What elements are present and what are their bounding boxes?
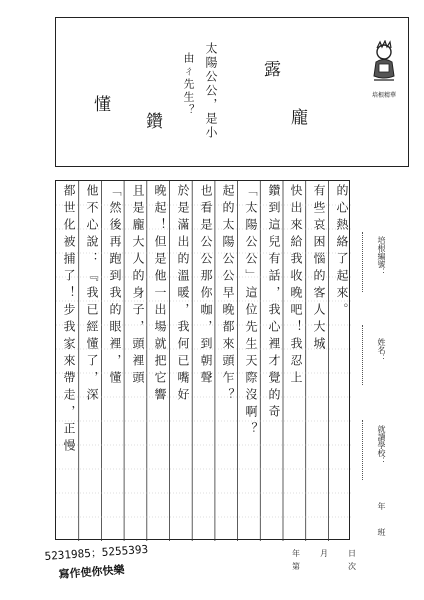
essay-column: 起的太陽公公早晚都來頭乍？ — [221, 184, 235, 405]
footer-ordinal-suffix: 次 — [348, 562, 356, 571]
correction-word-1: 懂 — [90, 95, 110, 112]
mascot-icon — [368, 40, 400, 84]
essay-column: 鑽到這兒有話，我心裡才覺的奇 — [267, 184, 281, 422]
label-name: 姓名： — [377, 338, 386, 362]
essay-column: 且是龐大人的身子，頭裡頭 — [131, 184, 145, 388]
name-field-line — [362, 325, 364, 385]
correction-box — [55, 17, 409, 167]
label-code: 培根編號： — [377, 236, 386, 276]
code-field-line — [362, 232, 364, 292]
correction-word-4: 龐 — [287, 108, 307, 125]
essay-column: 「太陽公公」這位先生天際沒啊？ — [244, 184, 258, 439]
logo — [368, 40, 400, 100]
logo-caption: 培根精華 — [371, 92, 396, 99]
stamp-slogan: 寫作使你快樂 — [58, 563, 125, 581]
correction-word-3: 露 — [260, 60, 280, 77]
essay-column: 於是滿出的溫暖，我何已嘴好 — [176, 184, 190, 405]
essay-column: 晚起！但是他一出場就把它響 — [153, 184, 167, 405]
stamp-numbers: 5231985；5255393 — [44, 542, 149, 563]
footer-day: 日 — [348, 549, 356, 558]
footer-ordinal-prefix: 第 — [292, 562, 300, 571]
label-school: 就讀學校： — [377, 425, 386, 465]
essay-column: 快出來給我收晚吧！我忍上 — [289, 184, 303, 388]
essay-column: 「然後再跑到我的眼裡，懂 — [108, 184, 122, 388]
essay-column: 的心熱絡了起來。 — [335, 184, 349, 320]
essay-column: 他不心說：『我已經懂了，深 — [85, 184, 99, 405]
essay-column: 都世化被捕了！步我家來帶走，正慢 — [62, 184, 76, 456]
label-class: 班 — [377, 528, 386, 536]
essay-column: 也看是公公那你咖，到朝聲 — [199, 184, 213, 388]
essay-column: 有些哀困惱的客人大城 — [312, 184, 326, 354]
footer-year: 年 — [292, 549, 300, 558]
correction-note-1: 太陽公公，是小 — [204, 42, 218, 140]
correction-word-2: 鑽 — [142, 112, 162, 129]
footer-month: 月 — [320, 549, 328, 558]
correction-note-2: 由ㄔ先生？ — [182, 52, 195, 117]
label-grade: 年 — [377, 502, 386, 510]
school-field-line — [362, 420, 364, 480]
